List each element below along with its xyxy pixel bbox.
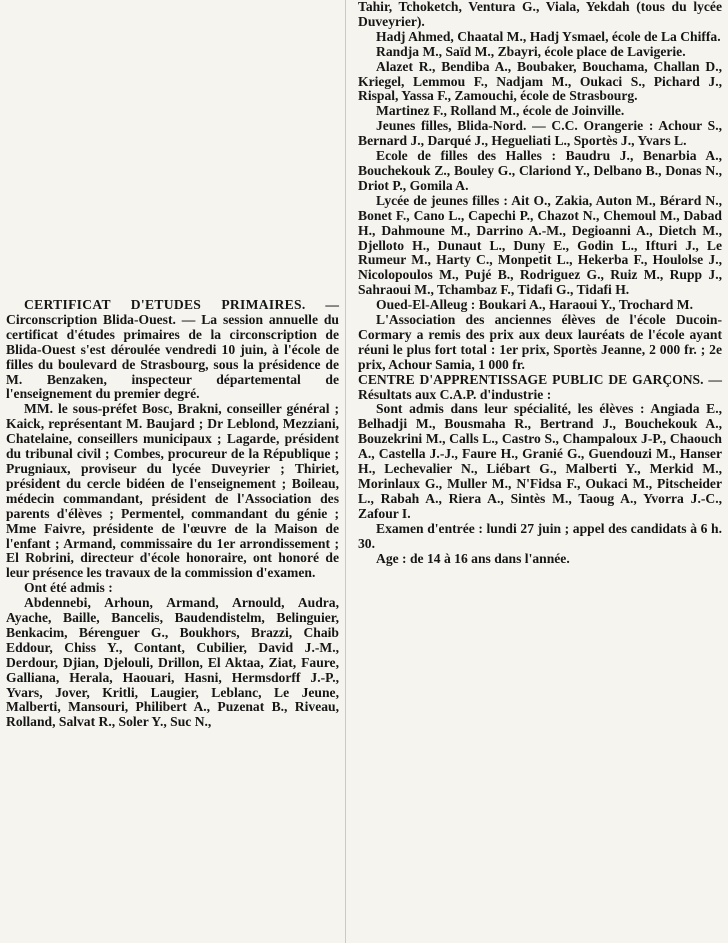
article-intro [6, 298, 339, 402]
article-subheading: — Circonscription Blida-Ouest. — [6, 297, 339, 327]
paragraph-jeunes-filles: Jeunes filles, Blida-Nord. — C.C. Orangerie : Achour S., Bernard J., Darqué J., Hegueliati L., Sportès J., Yvars L. [358, 118, 722, 149]
paragraph-halles: Ecole de filles des Halles : Baudru J., Benarbia A., Bouchekouk Z., Bouley G., Clariond Y., Delbano B., Donas N., Driot P., Gomila A. [358, 148, 722, 193]
paragraph-joinville: Martinez F., Rolland M., école de Joinville. [376, 103, 625, 119]
article-heading: CERTIFICAT D'ETUDES PRIMAIRES. [24, 297, 306, 312]
paragraph-la-chiffa: Hadj Ahmed, Chaatal M., Hadj Ysmael, école de La Chiffa. [376, 28, 721, 44]
paragraph-oued-el-alleug: Oued-El-Alleug : Boukari A., Haraoui Y., Trochard M. [376, 297, 693, 313]
paragraph-admitted-list: Abdennebi, Arhoun, Armand, Arnould, Audra, Ayache, Baille, Bancelis, Baudendistelm, Belinguier, Benkacim, Bérenguer G., Boukhors, Brazzi, Chaib Eddour, Chiss Y., Contant, Cubilier, David J.-M., Derdour, Djian, Djelouli, Drillon, El Aktaa, Ziat, Faure, Galliana, Herala, Haouari, Hasni, Hermsdorff J.-P., Yvars, Jover, Kritli, Laugier, Leblanc, Le Jeune, Malberti, Mansouri, Philibert A., Puzenat B., Riveau, Rolland, Salvat R., Soler Y., Suc N., [6, 595, 339, 730]
section-subheading: — Résultats aux C.A.P. d'industrie : [358, 371, 722, 402]
paragraph-strasbourg: Alazet R., Bendiba A., Boubaker, Bouchama, Challan D., Kriegel, Lemmou F., Nadjam M., Oukaci S., Pichard J., Rispal, Yassa F., Zamouchi, école de Strasbourg. [358, 58, 722, 104]
paragraph-cap-admitted: Sont admis dans leur spécialité, les élèves : Angiada E., Belhadji M., Bousmaha R., Bertrand J., Bouchekouk A., Bouzekrini M., Calls L., Castro S., Champaloux J-P., Chaouch A., Castella J.-J., Faure H., Granié G., Guendouzi M., Hanser H., Lechevalier N., Liébart G., Malberti Y., Merkid M., Morinlaux G., Muller M., N'Fidsa F., Oukaci M., Pitscheider L., Rabah A., Riera A., Sintès M., Taoug A., Yvorra J.-C., Zafour I. [358, 401, 722, 521]
paragraph-age: Age : de 14 à 16 ans dans l'année. [376, 550, 570, 566]
section-heading-apprentissage [358, 373, 722, 403]
paragraph-lycee-jeunes-filles: Lycée de jeunes filles : Ait O., Zakia, Auton M., Bérard N., Bonet F., Cano L., Capechi P., Chazot N., Chemoul M., Dabad H., Dahmoune M., Darrino A.-M., Degioanni A., Dietch M., Djelloto H., Dunaut L., Duny E., Godin L., Ifturi J., Le Rumeur M., Harty C., Monpetit L., Hekerba F., Houlolse J., Nicolopoulos M., Pujé B., Rodriguez G., Ruiz M., Rupp J., Sahraoui M., Tchambaz F., Tidafi G., Tidafi H. [358, 192, 722, 298]
left-column [6, 0, 339, 943]
section-heading: CENTRE D'APPRENTISSAGE PUBLIC DE GARÇONS. [358, 371, 704, 387]
paragraph-examen: Examen d'entrée : lundi 27 juin ; appel des candidats à 6 h. 30. [358, 520, 722, 551]
right-column [358, 0, 722, 943]
blank-area [6, 0, 339, 298]
paragraph-admitted-label: Ont été admis : [24, 580, 113, 596]
paragraph-attendees: MM. le sous-préfet Bosc, Brakni, conseiller général ; Kaick, représentant M. Baujard ; Dr Leblond, Mezziani, Chatelaine, conseillers municipaux ; Lagarde, président du tribunal civil ; Combes, procureur de la République ; Prugniaux, proviseur du lycée Duveyrier ; Thiriet, président du cercle bidéen de l'enseignement ; Boileau, médecin commandant, président de l'Association des parents d'élèves ; Permentel, commandant du génie ; Mme Faivre, présidente de l'œuvre de la Maison de l'enfant ; Armand, commissaire du 1er arrondissement ; El Robrini, directeur d'école honoraire, ont honoré de leur présence les travaux de la commission d'examen. [6, 401, 339, 581]
paragraph-lycee-continued: Tahir, Tchoketch, Ventura G., Viala, Yekdah (tous du lycée Duveyrier). [358, 0, 722, 29]
column-divider [345, 0, 346, 943]
paragraph-association: L'Association des anciennes élèves de l'école Ducoin-Cormary a remis des prix aux deux lauréats de l'école ayant réuni le plus fort total : 1er prix, Sportès Jeanne, 2 000 fr. ; 2e prix, Achour Samia, 1 000 fr. [358, 312, 722, 372]
paragraph-lavigerie: Randja M., Saïd M., Zbayri, école place de Lavigerie. [376, 43, 686, 59]
paragraph-session: La session annuelle du certificat d'études primaires de la circonscription de Blida-Ouest s'est déroulée vendredi 10 juin, à l'école de filles du boulevard de Strasbourg, sous la présidence de M. Benzaken, inspecteur départemental de l'enseignement du premier degré. [6, 311, 339, 402]
